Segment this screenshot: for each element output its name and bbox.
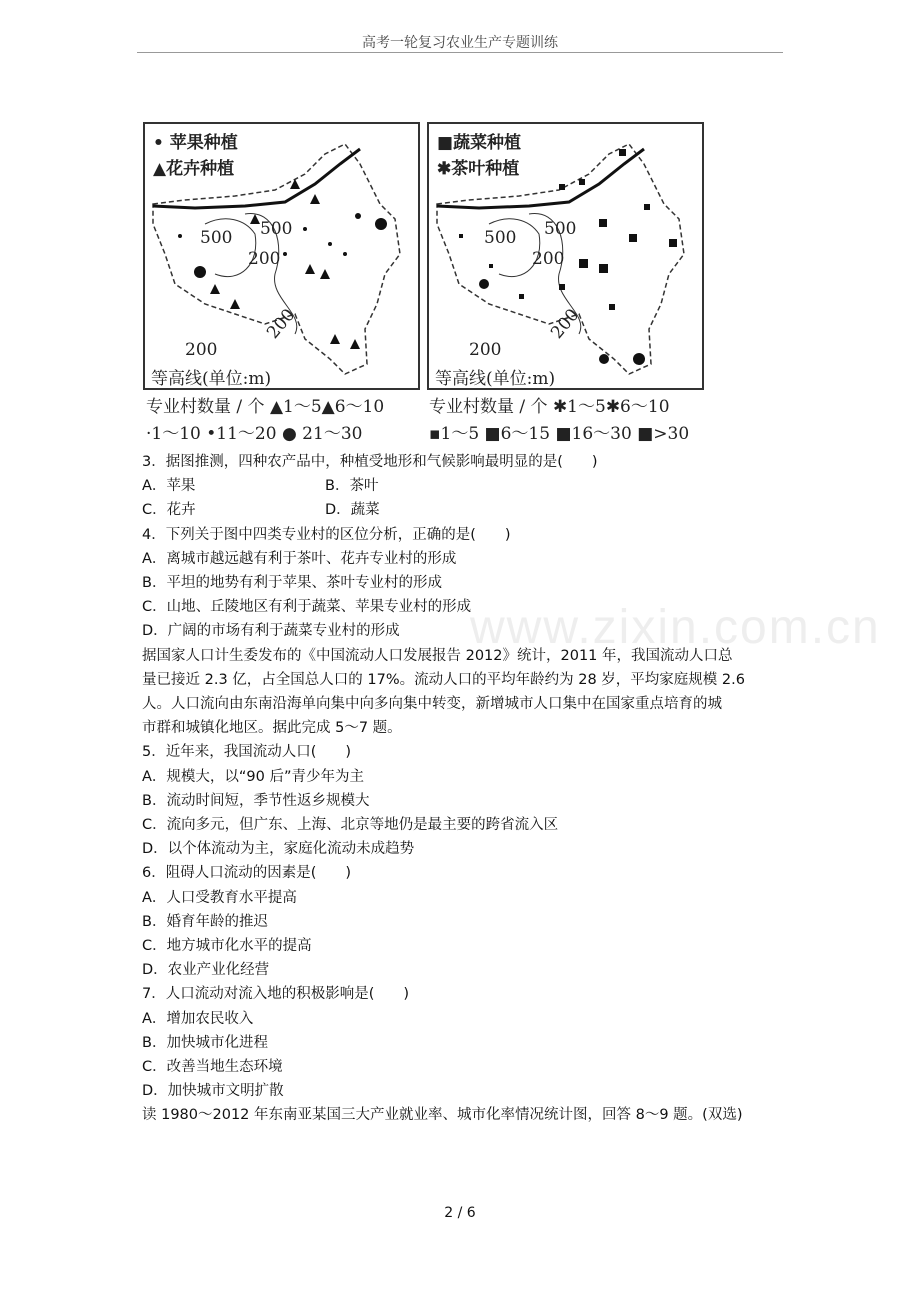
question-7: 7．人口流动对流入地的积极影响是( ) <box>142 986 410 1003</box>
legend-row-1: 专业村数量 / 个 ▲1～5▲6～10 专业村数量 / 个 ✱1～5✱6～10 <box>146 397 670 417</box>
map-legend-flower: ▲花卉种植 <box>153 159 235 179</box>
map-legend-tea: ✱茶叶种植 <box>437 159 520 179</box>
question-6: 6．阻碍人口流动的因素是( ) <box>142 865 352 882</box>
watermark: www.zixin.com.cn <box>470 601 881 654</box>
option: B．茶叶 <box>325 478 379 495</box>
option: B．平坦的地势有利于苹果、茶叶专业村的形成 <box>142 575 442 592</box>
option: A．离城市越远越有利于茶叶、花卉专业村的形成 <box>142 550 457 567</box>
contour-label: 200 <box>547 305 584 343</box>
contour-label: 500 <box>200 228 233 248</box>
passage-line: 人。人口流向由东南沿海单向集中向多向集中转变，新增城市人口集中在国家重点培育的城 <box>142 696 722 713</box>
option: D．广阔的市场有利于蔬菜专业村的形成 <box>142 623 400 640</box>
contour-label: 200 <box>532 249 565 269</box>
contour-label: 200 <box>263 305 300 343</box>
map-legend-apple: • 苹果种植 <box>153 133 238 153</box>
option: C．流向多元，但广东、上海、北京等地仍是最主要的跨省流入区 <box>142 817 559 834</box>
option: C．地方城市化水平的提高 <box>142 938 312 955</box>
option: B．加快城市化进程 <box>142 1034 268 1051</box>
option: B．流动时间短，季节性返乡规模大 <box>142 792 370 809</box>
option: A．人口受教育水平提高 <box>142 889 297 906</box>
legend-row-2: ·1～10 •11～20 ● 21～30 ▪1～5 ■6～15 ■16～30 ■>30 <box>146 424 690 444</box>
contour-label: 200 <box>469 340 502 360</box>
contour-label: 200 <box>185 340 218 360</box>
option: A．苹果 <box>142 478 196 495</box>
contour-label: 200 <box>248 249 281 269</box>
contour-label: 500 <box>484 228 517 248</box>
question-5: 5．近年来，我国流动人口( ) <box>142 744 352 761</box>
option: D．以个体流动为主，家庭化流动未成趋势 <box>142 841 415 858</box>
question-3: 3．据图推测，四种农产品中，种植受地形和气候影响最明显的是( ) <box>142 454 598 470</box>
map-apple-flower <box>143 122 420 390</box>
header-rule <box>137 52 783 53</box>
option: D．农业产业化经营 <box>142 962 270 979</box>
map-legend-vegetable: ■蔬菜种植 <box>437 133 522 153</box>
contour-unit: 等高线(单位:m) <box>151 369 272 389</box>
passage-line: 据国家人口计生委发布的《中国流动人口发展报告 2012》统计，2011 年，我国流动人口总 <box>142 647 733 664</box>
question-4: 4．下列关于图中四类专业村的区位分析，正确的是( ) <box>142 526 511 543</box>
page-header: 高考一轮复习农业生产专题训练 <box>362 35 558 51</box>
closing-instruction: 读 1980～2012 年东南亚某国三大产业就业率、城市化率情况统计图，回答 8～9 题。(双选) <box>142 1107 743 1124</box>
option: A．规模大，以“90 后”青少年为主 <box>142 768 365 785</box>
page-number: 2 / 6 <box>444 1205 476 1221</box>
option: D．蔬菜 <box>325 502 380 519</box>
option: D．加快城市文明扩散 <box>142 1083 284 1100</box>
map-vegetable-tea <box>427 122 704 390</box>
option: C．山地、丘陵地区有利于蔬菜、苹果专业村的形成 <box>142 599 472 616</box>
option: B．婚育年龄的推迟 <box>142 913 268 930</box>
passage-line: 量已接近 2.3 亿，占全国总人口的 17%。流动人口的平均年龄约为 28 岁，平均家庭规模 2.6 <box>142 671 745 688</box>
option: C．花卉 <box>142 502 196 519</box>
contour-label: 500 <box>544 219 577 239</box>
passage-line: 市群和城镇化地区。据此完成 5～7 题。 <box>142 720 402 737</box>
contour-label: 500 <box>260 219 293 239</box>
contour-unit: 等高线(单位:m) <box>435 369 556 389</box>
option: A．增加农民收入 <box>142 1010 254 1027</box>
question-body <box>142 450 782 1128</box>
option: C．改善当地生态环境 <box>142 1059 283 1076</box>
